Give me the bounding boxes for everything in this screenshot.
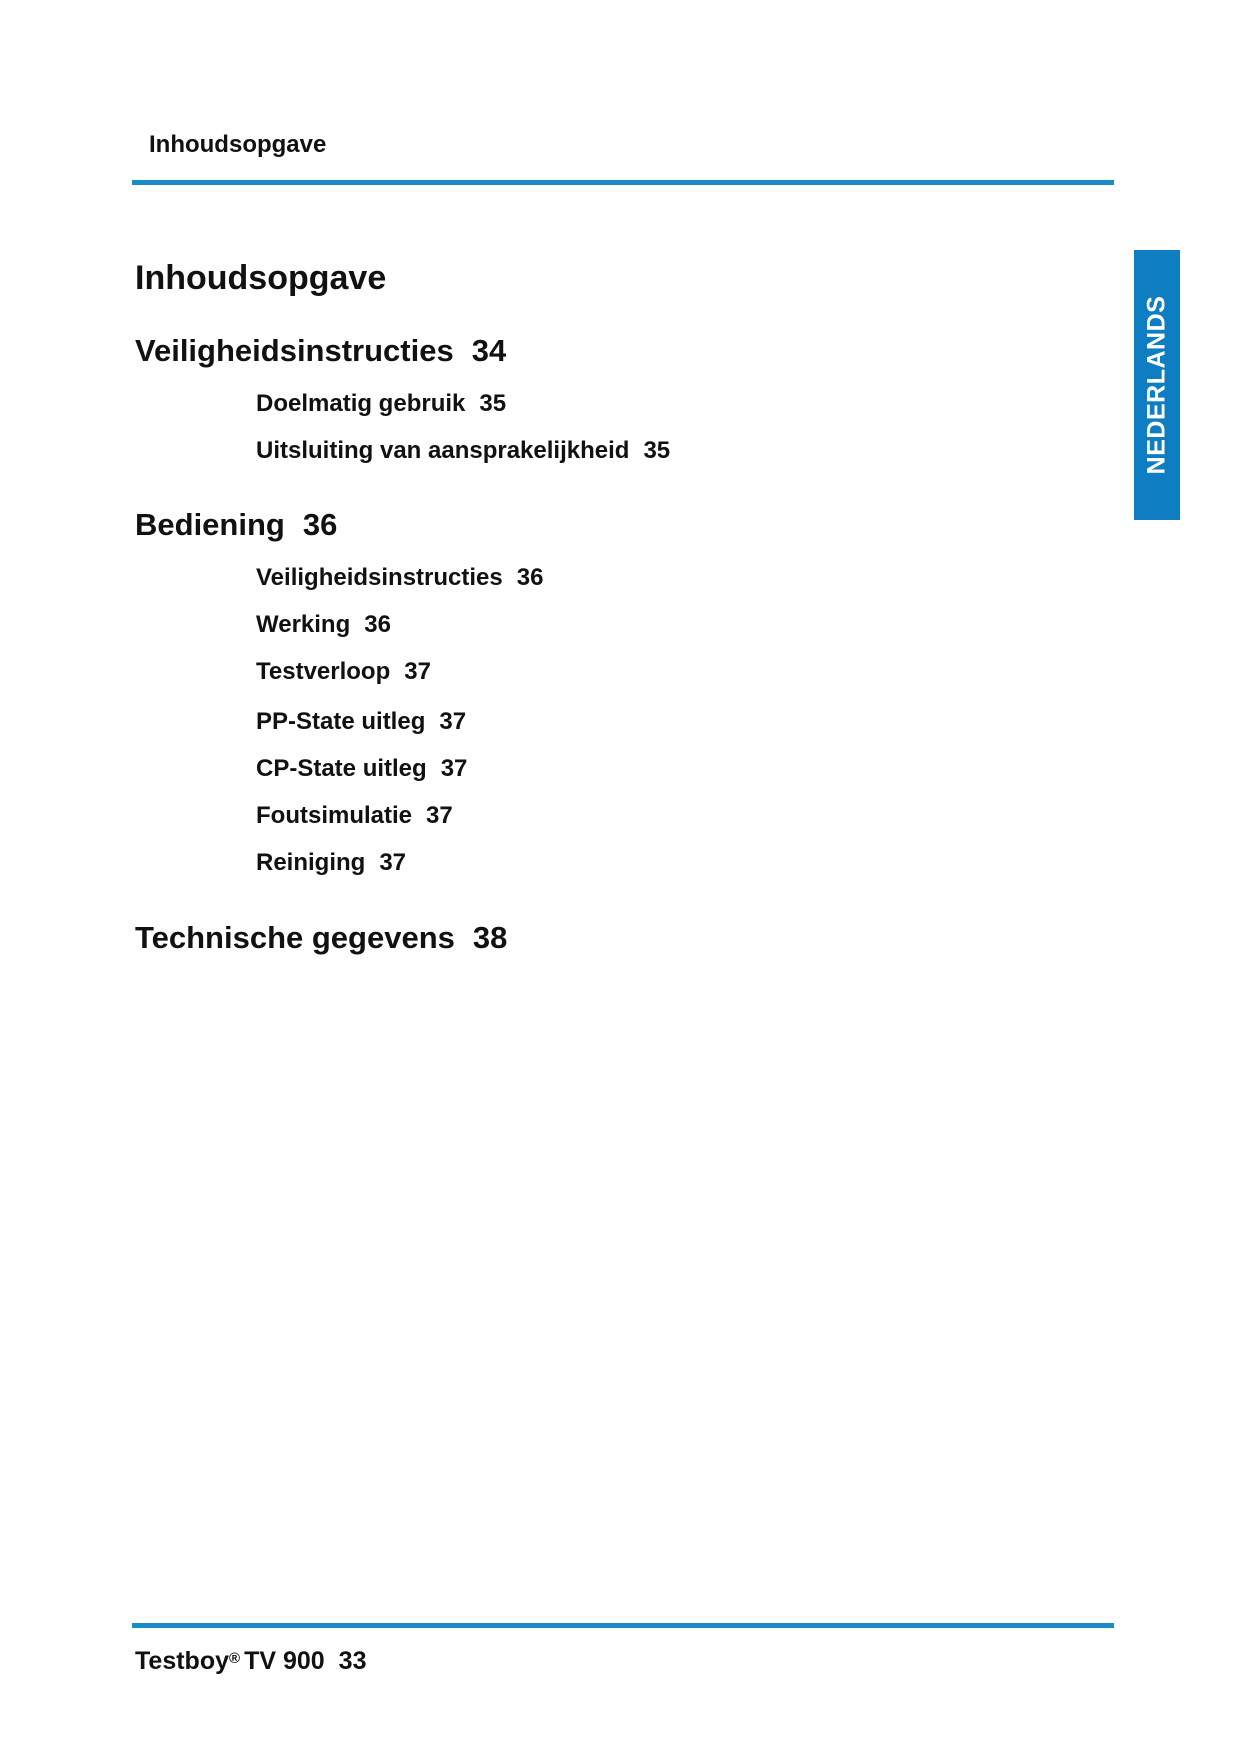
toc-item-page: 35 [479,390,507,417]
footer-divider [132,1623,1114,1628]
toc-item-uitsluiting-van-aansprakelijkheid[interactable] [256,437,670,465]
toc-item-page: 36 [364,611,391,638]
toc-item-label: Uitsluiting van aansprakelijkheid [256,437,630,464]
toc-item-reiniging[interactable] [256,849,406,877]
toc-item-cp-state-uitleg[interactable] [256,755,467,783]
language-tab-label: NEDERLANDS [1142,295,1171,475]
toc-title: Inhoudsopgave [135,259,387,297]
toc-item-label: Testverloop [256,658,391,685]
toc-item-label: Foutsimulatie [256,802,413,829]
toc-section-bediening[interactable] [135,507,337,543]
toc-section-page: 36 [302,507,338,542]
toc-item-label: Doelmatig gebruik [256,390,466,417]
toc-item-page: 37 [379,849,407,876]
toc-item-doelmatig-gebruik[interactable] [256,390,506,418]
running-header-title: Inhoudsopgave [149,131,327,158]
toc-item-testverloop[interactable] [256,658,431,686]
footer-brand: Testboy [135,1647,229,1675]
toc-item-page: 37 [404,658,431,685]
toc-item-label: Veiligheidsinstructies [256,564,503,591]
toc-section-veiligheidsinstructies[interactable] [135,333,506,369]
toc-section-page: 38 [472,920,508,955]
toc-section-label: Technische gegevens [135,920,455,955]
footer-model: TV 900 [244,1647,325,1675]
toc-section-technische-gegevens[interactable] [135,920,507,956]
toc-section-page: 34 [471,333,507,368]
toc-item-foutsimulatie[interactable] [256,802,453,830]
toc-item-page: 37 [440,755,468,782]
language-tab [1134,250,1180,520]
toc-item-label: Reiniging [256,849,366,876]
toc-item-werking[interactable] [256,611,391,639]
footer-page-number: 33 [338,1647,367,1675]
toc-item-label: PP-State uitleg [256,708,426,735]
toc-item-page: 37 [439,708,467,735]
toc-section-label: Veiligheidsinstructies [135,333,454,368]
toc-item-page: 37 [426,802,453,829]
header-divider [132,180,1114,185]
toc-item-label: CP-State uitleg [256,755,427,782]
toc-section-label: Bediening [135,507,285,542]
toc-item-veiligheidsinstructies[interactable] [256,564,543,592]
toc-item-pp-state-uitleg[interactable] [256,708,466,736]
toc-item-label: Werking [256,611,351,638]
toc-item-page: 36 [516,564,544,591]
registered-trademark: ® [229,1650,241,1667]
footer [135,1646,366,1676]
toc-item-page: 35 [643,437,671,464]
